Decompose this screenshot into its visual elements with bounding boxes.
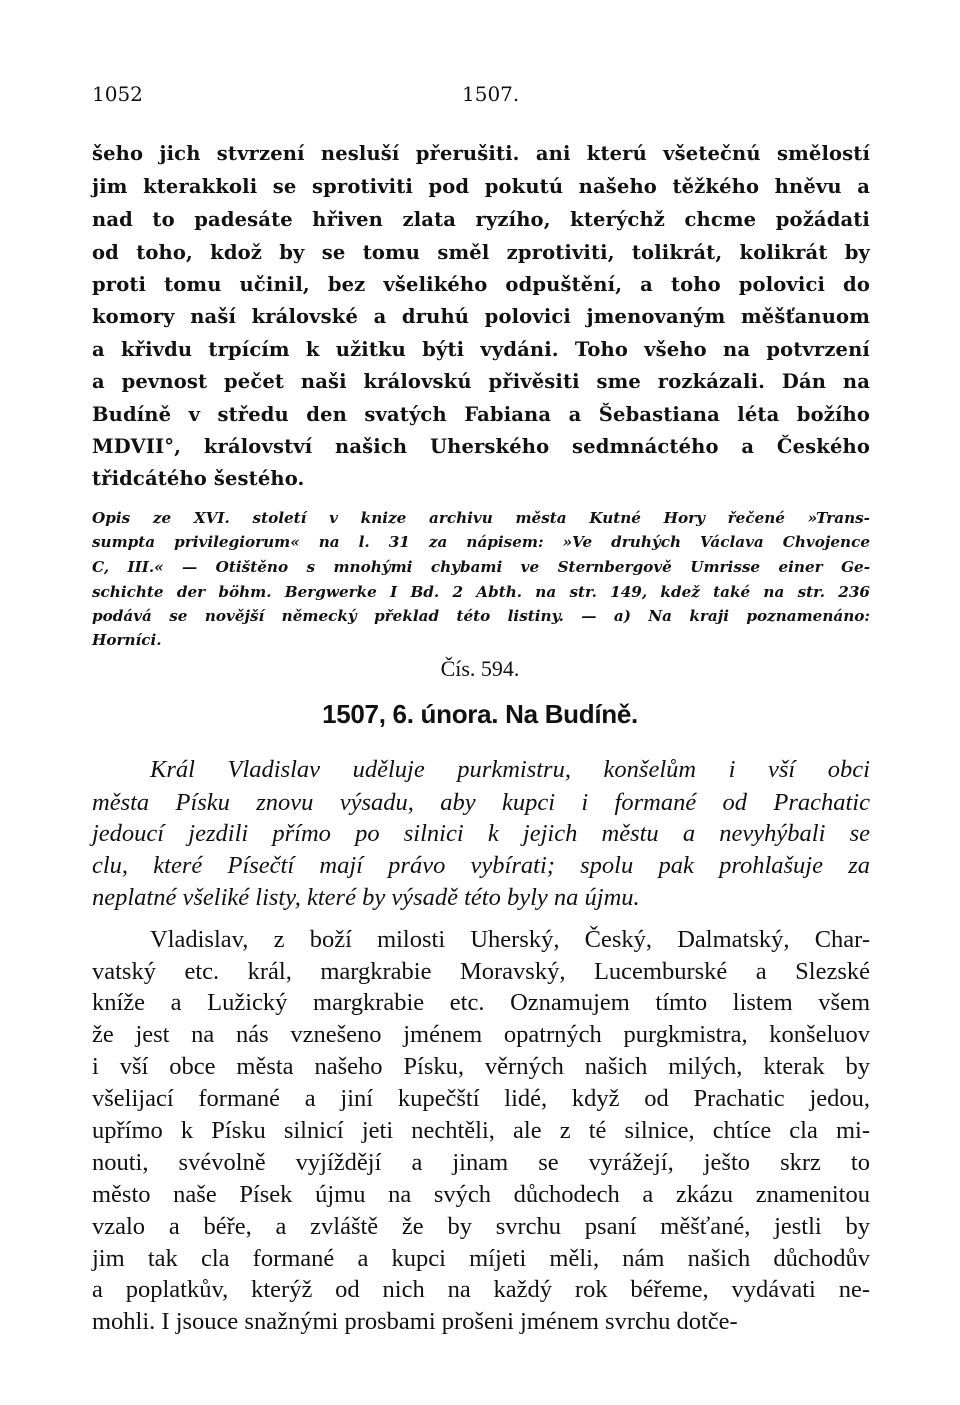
note-line: Horníci.: [92, 631, 162, 649]
text-line: MDVII°, království našich Uherského sedmnáctého a Českého: [92, 435, 870, 458]
body-line: upřímo k Písku silnicí jeti nechtěli, ale z té silnice, chtíce cla mi-: [92, 1117, 870, 1144]
body-line: vzalo a béře, a zvláště že by svrchu psaní měšťané, jestli by: [92, 1213, 870, 1240]
page-number: 1052: [92, 82, 143, 106]
regest-line: jedoucí jezdili přímo po silnici k jejich městu a nevyhýbali se: [92, 820, 870, 847]
body-line: jim tak cla formané a kupci míjeti měli, nám našich důchodův: [92, 1245, 870, 1272]
regest-line: Král Vladislav uděluje purkmistru, konšelům i vší obci: [150, 756, 870, 783]
note-line: podává se novější německý překlad této listiny. — a) Na kraji poznamenáno:: [92, 607, 870, 625]
text-line: a křivdu trpícím k užitku býti vydáni. Toho všeho na potvrzení: [92, 338, 870, 361]
note-line: schichte der böhm. Bergwerke I Bd. 2 Abth. na str. 149, kdež také na str. 236: [92, 583, 870, 601]
note-line: C, III.« — Otištěno s mnohými chybami ve Sternbergově Umrisse einer Ge-: [92, 558, 870, 576]
text-line: a pevnost pečet naši královskú přivěsiti sme rozkázali. Dán na: [92, 370, 870, 393]
regest-line: clu, které Písečtí mají právo vybírati; spolu pak prohlašuje za: [92, 852, 870, 879]
body-line: všelijací formané a jiní kupečští lidé, když od Prachatic jedou,: [92, 1085, 870, 1112]
text-line: šeho jich stvrzení nesluší přerušiti. ani kterú všetečnú smělostí: [92, 142, 870, 165]
body-line: i vší obce města našeho Písku, věrných našich milých, kterak by: [92, 1053, 870, 1080]
document-number: Čís. 594.: [440, 656, 520, 681]
body-line: že jest na nás vznešeno jménem opatrných purgkmistra, konšeluov: [92, 1021, 870, 1048]
body-line: Vladislav, z boží milosti Uherský, Český, Dalmatský, Char-: [150, 926, 870, 953]
body-line: nouti, svévolně vyjíždějí a jinam se vyrážejí, ješto skrz to: [92, 1149, 870, 1176]
text-line: proti tomu učinil, bez všelikého odpuštění, a toho polovici do: [92, 273, 870, 296]
text-line: jim kterakkoli se sprotiviti pod pokutú našeho těžkého hněvu a: [92, 175, 870, 198]
regest-line: města Písku znovu výsadu, aby kupci i formané od Prachatic: [92, 789, 870, 816]
text-line: nad to padesáte hřiven zlata ryzího, kterýchž chcme požádati: [92, 208, 870, 231]
text-line: komory naší královské a druhú polovici jmenovaným měšťanuom: [92, 305, 870, 328]
body-line: kníže a Lužický margkrabie etc. Oznamujem tímto listem všem: [92, 989, 870, 1016]
body-line: mohli. I jsouce snažnými prosbami prošeni jménem svrchu dotče-: [92, 1308, 738, 1335]
note-line: Opis ze XVI. století v knize archivu města Kutné Hory řečené »Trans-: [92, 509, 870, 527]
body-line: vatský etc. král, margkrabie Moravský, Lucemburské a Slezské: [92, 958, 870, 985]
note-line: sumpta privilegiorum« na l. 31 za nápisem: »Ve druhých Václava Chvojence: [92, 533, 870, 551]
body-line: a poplatkův, kterýž od nich na každý rok béřeme, vydávati ne-: [92, 1276, 870, 1303]
running-header-year: 1507.: [462, 82, 520, 106]
document-heading: 1507, 6. února. Na Budíně.: [322, 699, 638, 729]
body-line: město naše Písek újmu na svých důchodech a zkázu znamenitou: [92, 1181, 870, 1208]
text-line: Budíně v středu den svatých Fabiana a Šebastiana léta božího: [92, 403, 870, 426]
regest-line: neplatné všeliké listy, které by výsadě této byly na újmu.: [92, 884, 640, 911]
text-line: od toho, kdož by se tomu směl zprotiviti, tolikrát, kolikrát by: [92, 241, 870, 264]
text-line: třidcátého šestého.: [92, 467, 305, 490]
